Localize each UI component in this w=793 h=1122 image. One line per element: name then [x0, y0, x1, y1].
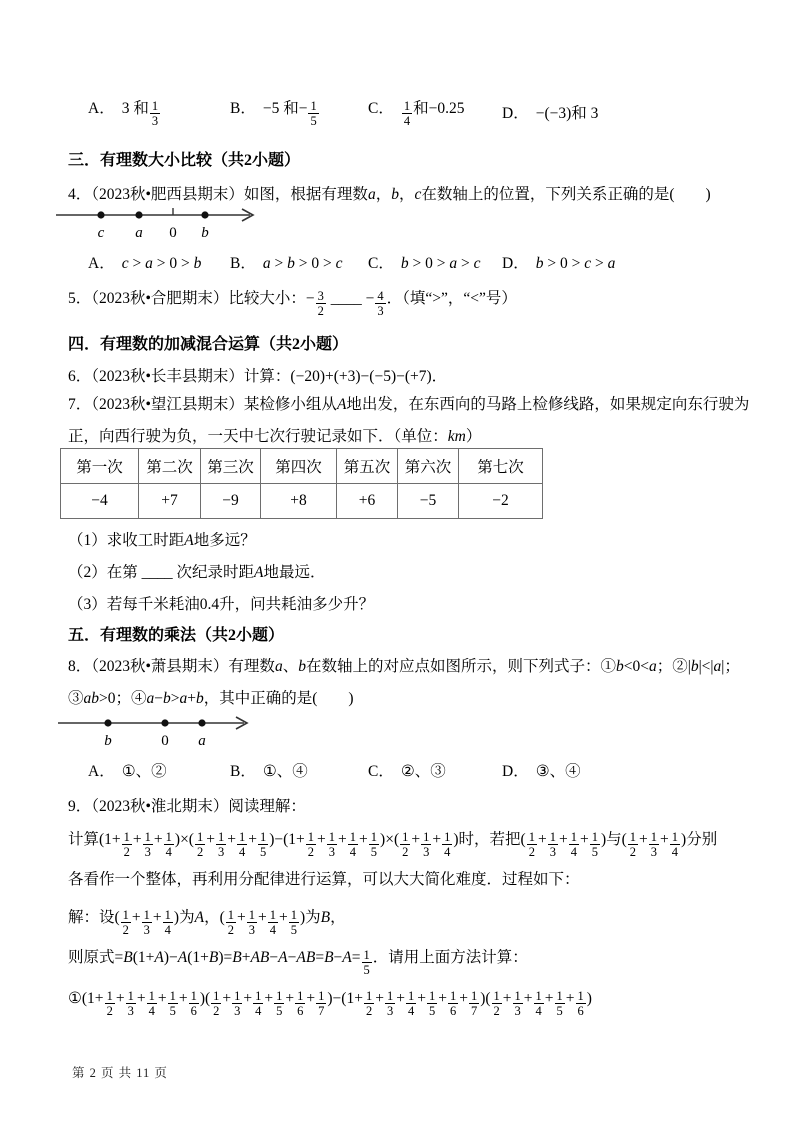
value-cell: −5 — [398, 484, 459, 519]
option-c-label: C． — [368, 100, 394, 118]
header-cell: 第六次 — [398, 449, 459, 484]
point-label-a: a — [135, 225, 143, 241]
number-line-q4 — [56, 203, 753, 256]
header-cell: 第七次 — [459, 449, 543, 484]
option-a-text: ①、② — [121, 763, 167, 780]
point-label-zero: 0 — [169, 225, 177, 241]
prev-question-options — [68, 86, 753, 138]
option-a-label: A． — [88, 255, 115, 272]
option-c-text: ②、③ — [400, 763, 446, 780]
option-d — [502, 101, 753, 123]
value-cell: +7 — [139, 484, 201, 519]
header-cell: 第四次 — [261, 449, 337, 484]
number-line-q8-svg — [56, 711, 266, 759]
option-b — [230, 96, 368, 128]
table-header-row — [61, 449, 543, 484]
value-cell: −4 — [61, 484, 139, 519]
point-dot-c — [97, 211, 104, 218]
point-dot-a — [198, 719, 205, 726]
question-9-solve-line: 解：设( $\frac{1}{2}$ + $\frac{1}{3}$ + $\frac{1}{4}$ )为A，( $\frac{1}{2}$ + $\frac{1}{3}$ + $\frac{1}{4}$ + $\frac{1}{5}$ )为B， — [68, 907, 346, 937]
question-9-expr-line: 则原式=B(1+A)−A(1+B)=B+AB−A−AB=B−A= $\frac{1}{5}$ ．请用上面方法计算： — [68, 947, 528, 977]
option-b-label: B． — [230, 763, 256, 780]
header-cell: 第二次 — [139, 449, 201, 484]
option-b-label: B． — [230, 100, 256, 118]
section-multiply-heading: 五．有理数的乘法（共2小题） — [68, 627, 285, 644]
value-cell: −9 — [201, 484, 261, 519]
option-b-label: B． — [230, 255, 256, 272]
option-c — [368, 251, 502, 273]
question-7-part-1: （1）求收工时距A地多远？ — [68, 532, 256, 549]
option-b — [230, 759, 368, 781]
header-cell: 第三次 — [201, 449, 261, 484]
question-6-stem: 6．（2023秋•长丰县期末）计算：(−20)+(+3)−(−5)−(+7)． — [68, 368, 448, 385]
option-d-label: D． — [502, 105, 529, 122]
question-7-part-3: （3）若每千米耗油0.4升，问共耗油多少升？ — [68, 596, 375, 613]
question-4-options — [68, 251, 753, 273]
question-8-options — [68, 759, 753, 781]
value-cell: −2 — [459, 484, 543, 519]
question-9-calc-line: 计算(1+ $\frac{1}{2}$ + $\frac{1}{3}$ + $\frac{1}{4}$ )×( $\frac{1}{2}$ + $\frac{1}{3}$ + $\frac{1}{4}$ + $\frac{1}{5}$ )−(1+ $\frac{1}{2}$ + $\frac{1}{3}$ + $\frac{1}{4}$ + $\frac{1}{5}$ )×( $\frac{1}{2}$ + $\frac{1}{3}$ + $\frac{1}{4}$ )时，若把( $\frac{1}{2}$ + $\frac{1}{3}$ + $\frac{1}{4}$ + $\frac{1}{5}$ )与( $\frac{1}{2}$ + $\frac{1}{3}$ + $\frac{1}{4}$ )分别 — [68, 829, 718, 859]
option-d-label: D． — [502, 255, 529, 272]
value-cell: +6 — [337, 484, 398, 519]
header-cell: 第一次 — [61, 449, 139, 484]
option-a-text: 3 和 $\frac{1}{3}$ — [121, 98, 159, 128]
option-a — [88, 96, 230, 128]
question-9-intro: 9．（2023秋•淮北期末）阅读理解： — [68, 798, 306, 815]
option-b — [230, 251, 368, 273]
option-c-text: b > 0 > a > c — [400, 255, 481, 272]
value-cell: +8 — [261, 484, 337, 519]
option-c — [368, 759, 502, 781]
option-a — [88, 251, 230, 273]
page-footer: 第 2 页 共 11 页 — [72, 1066, 168, 1080]
option-a — [88, 759, 230, 781]
option-a-label: A． — [88, 100, 115, 118]
point-dot-a — [135, 211, 142, 218]
option-d — [502, 759, 753, 781]
section-addsub-heading: 四．有理数的加减混合运算（共2小题） — [68, 336, 349, 353]
option-c-label: C． — [368, 255, 394, 272]
question-7-stem: 7．（2023秋•望江县期末）某检修小组从A地出发，在东西向的马路上检修线路，如果规定向东行驶为正，向西行驶为负，一天中七次行驶记录如下．（单位：km） — [68, 396, 750, 445]
option-b-text: a > b > 0 > c — [262, 255, 343, 272]
point-label-a: a — [198, 733, 206, 749]
option-d-text: ③、④ — [535, 763, 581, 780]
header-cell: 第五次 — [337, 449, 398, 484]
question-5-stem: 5．（2023秋•合肥期末）比较大小：− $\frac{3}{2}$ ____ − $\frac{4}{3}$ ．（填“>”，“<”号） — [68, 288, 517, 318]
option-b-text: −5 和− $\frac{1}{5}$ — [262, 98, 317, 128]
point-label-b: b — [104, 733, 112, 749]
section-compare-heading: 三．有理数大小比较（共2小题） — [68, 152, 301, 169]
question-9-item-1: ①(1+ $\frac{1}{2}$ + $\frac{1}{3}$ + $\frac{1}{4}$ + $\frac{1}{5}$ + $\frac{1}{6}$ )( $\frac{1}{2}$ + $\frac{1}{3}$ + $\frac{1}{4}$ + $\frac{1}{5}$ + $\frac{1}{6}$ + $\frac{1}{7}$ )−(1+ $\frac{1}{2}$ + $\frac{1}{3}$ + $\frac{1}{4}$ + $\frac{1}{5}$ + $\frac{1}{6}$ + $\frac{1}{7}$ )( $\frac{1}{2}$ + $\frac{1}{3}$ + $\frac{1}{4}$ + $\frac{1}{5}$ + $\frac{1}{6}$ ) — [68, 988, 592, 1018]
point-label-c: c — [97, 225, 105, 241]
option-d — [502, 251, 753, 273]
question-9-explain-line: 各看作一个整体，再利用分配律进行运算，可以大大简化难度．过程如下： — [68, 871, 580, 888]
point-label-zero: 0 — [161, 733, 169, 749]
number-line-q8 — [56, 711, 753, 764]
option-d-label: D． — [502, 763, 529, 780]
table-value-row — [61, 484, 543, 519]
question-8-stem: 8．（2023秋•萧县期末）有理数a、b在数轴上的对应点如图所示，则下列式子：①b<0<a；②|b|<|a|；③ab>0；④a−b>a+b，其中正确的是( ) — [68, 658, 740, 707]
question-4-stem: 4．（2023秋•肥西县期末）如图，根据有理数a，b，c在数轴上的位置，下列关系正确的是( ) — [68, 186, 711, 203]
point-dot-zero — [161, 719, 168, 726]
option-b-text: ①、④ — [262, 763, 308, 780]
point-dot-b — [201, 211, 208, 218]
point-label-b: b — [201, 225, 209, 241]
driving-record-table — [60, 448, 543, 519]
option-d-text: −(−3)和 3 — [535, 105, 599, 122]
option-a-text: c > a > 0 > b — [121, 255, 202, 272]
option-c-label: C． — [368, 763, 394, 780]
option-c — [368, 96, 502, 128]
option-c-text: $\frac{1}{4}$ 和−0.25 — [403, 98, 465, 128]
number-line-q4-svg — [56, 203, 266, 251]
option-a-label: A． — [88, 763, 115, 780]
option-d-text: b > 0 > c > a — [535, 255, 616, 272]
question-7-part-2: （2）在第 ____ 次纪录时距A地最远． — [68, 564, 326, 581]
point-dot-b — [104, 719, 111, 726]
